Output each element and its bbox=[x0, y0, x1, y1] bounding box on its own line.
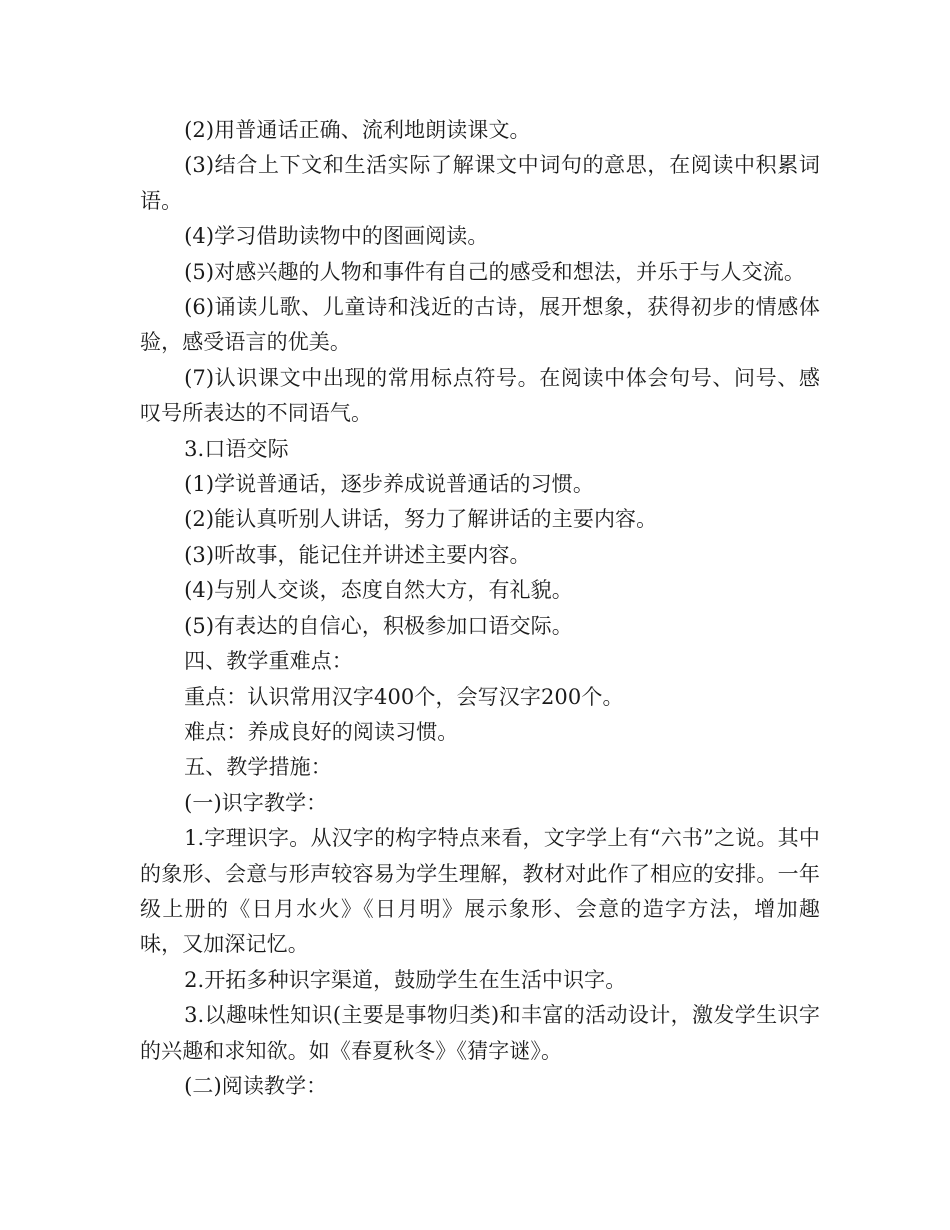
paragraph-key-point: 重点：认识常用汉字400个，会写汉字200个。 bbox=[184, 684, 624, 709]
paragraph-context-vocabulary: (3)结合上下文和生活实际了解课文中词句的意思，在阅读中积累词语。 bbox=[140, 153, 820, 213]
paragraph-character-logic: 1.字理识字。从汉字的构字特点来看，文字学上有“六书”之说。其中的象形、会意与形声较容易为学生理解，教材对此作了相应的安排。一年级上册的《日月水火》《日月明》展示象形、会意的造字方法，增加趣味，又加深记忆。 bbox=[140, 826, 820, 957]
heading-literacy-teaching: (一)识字教学： bbox=[184, 790, 328, 815]
paragraph-listen-stories: (3)听故事，能记住并讲述主要内容。 bbox=[184, 542, 531, 567]
paragraph-conversation-manners: (4)与别人交谈，态度自然大方，有礼貌。 bbox=[184, 578, 573, 603]
document-body bbox=[140, 113, 820, 1104]
paragraph-confidence: (5)有表达的自信心，积极参加口语交际。 bbox=[184, 613, 573, 638]
paragraph-interest-activities: 3.以趣味性知识(主要是事物归类)和丰富的活动设计，激发学生识字的兴趣和求知欲。如《春夏秋冬》《猜字谜》。 bbox=[140, 1003, 820, 1063]
paragraph-listen-carefully: (2)能认真听别人讲话，努力了解讲话的主要内容。 bbox=[184, 507, 658, 532]
paragraph-picture-reading: (4)学习借助读物中的图画阅读。 bbox=[184, 224, 489, 249]
heading-key-difficulties: 四、教学重难点： bbox=[184, 649, 353, 674]
paragraph-literacy-channels: 2.开拓多种识字渠道，鼓励学生在生活中识字。 bbox=[184, 967, 627, 992]
heading-teaching-measures: 五、教学措施： bbox=[184, 755, 332, 780]
paragraph-difficulty: 难点：养成良好的阅读习惯。 bbox=[184, 719, 459, 744]
heading-reading-teaching: (二)阅读教学： bbox=[184, 1073, 328, 1098]
paragraph-learn-mandarin: (1)学说普通话，逐步养成说普通话的习惯。 bbox=[184, 472, 594, 497]
heading-oral-communication: 3.口语交际 bbox=[184, 436, 289, 461]
paragraph-feelings-sharing: (5)对感兴趣的人物和事件有自己的感受和想法，并乐于与人交流。 bbox=[184, 259, 805, 284]
paragraph-punctuation: (7)认识课文中出现的常用标点符号。在阅读中体会句号、问号、感叹号所表达的不同语气。 bbox=[140, 365, 820, 426]
paragraph-speak-mandarin-reading: (2)用普通话正确、流利地朗读课文。 bbox=[184, 118, 531, 142]
paragraph-recite-poems: (6)诵读儿歌、儿童诗和浅近的古诗，展开想象，获得初步的情感体验，感受语言的优美。 bbox=[140, 295, 820, 355]
